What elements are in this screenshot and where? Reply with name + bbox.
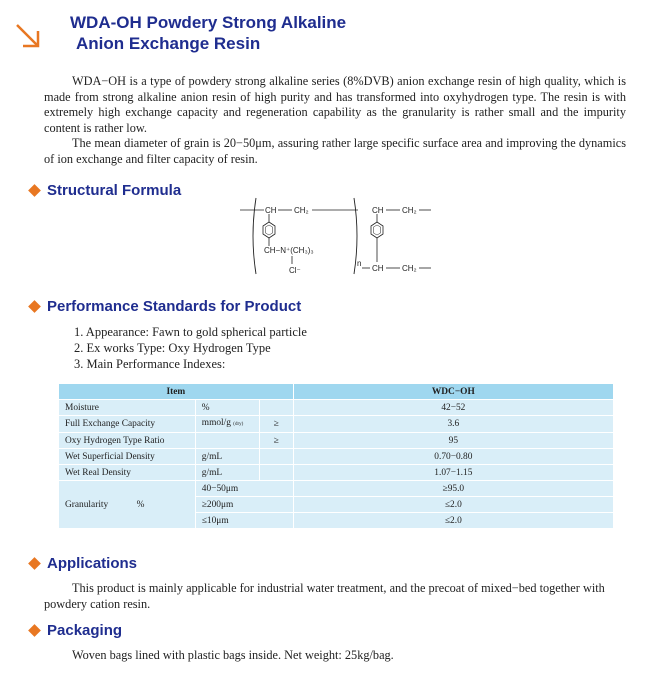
- header-value: WDC−OH: [293, 384, 613, 400]
- granularity-range: ≥200μm: [195, 497, 293, 513]
- performance-table: [58, 383, 614, 529]
- intro-paragraph-2: The mean diameter of grain is 20−50μm, assuring rather large specific surface area and improving the dynamics of ion exchange and filter capacity of resin.: [44, 136, 626, 166]
- section-packaging: [28, 620, 122, 640]
- table-row: [59, 449, 614, 465]
- intro-paragraph-1: WDA−OH is a type of powdery strong alkaline series (8%DVB) anion exchange resin of high quality, which is made from strong alkaline anion resin of high purity and has transformed into oxyhydrogen type. The resin is with extremely high exchange capacity and regeneration capability as the granularity is rather small and the impurity content is rather low.: [44, 74, 626, 135]
- list-item: 1. Appearance: Fawn to gold spherical particle: [74, 325, 307, 339]
- diamond-bullet-icon: [28, 557, 41, 570]
- diamond-bullet-icon: [28, 184, 41, 197]
- structural-formula-diagram: [236, 196, 436, 286]
- granularity-name: Granularity: [65, 499, 109, 510]
- row-name: Moisture: [59, 400, 196, 416]
- formula-ch2-c: CH₂: [402, 264, 417, 273]
- row-sign: [259, 449, 293, 465]
- row-unit: %: [195, 400, 259, 416]
- table-row: [59, 416, 614, 433]
- row-value: 0.70−0.80: [293, 449, 613, 465]
- list-item: 3. Main Performance Indexes:: [74, 357, 226, 371]
- granularity-value: ≥95.0: [293, 481, 613, 497]
- formula-chloride: Cl⁻: [289, 266, 301, 275]
- section-title: Applications: [47, 554, 138, 572]
- standards-list: [74, 324, 307, 372]
- section-title: Performance Standards for Product: [47, 297, 302, 315]
- row-sign: ≥: [259, 433, 293, 449]
- granularity-unit: %: [136, 499, 145, 510]
- formula-ch2-b: CH₂: [402, 206, 417, 215]
- row-unit-sub: (dry): [233, 422, 244, 427]
- row-unit: g/mL: [195, 449, 259, 465]
- row-unit-main: mmol/g: [201, 418, 231, 428]
- arrow-logo-icon: [14, 22, 42, 50]
- row-value: 42−52: [293, 400, 613, 416]
- row-value: 1.07−1.15: [293, 465, 613, 481]
- table-row: [59, 400, 614, 416]
- formula-ch-c: CH: [372, 264, 384, 273]
- table-row: [59, 465, 614, 481]
- row-value: 3.6: [293, 416, 613, 433]
- row-name: Full Exchange Capacity: [59, 416, 196, 433]
- header-item: Item: [59, 384, 294, 400]
- section-performance-standards: [28, 296, 301, 316]
- formula-ch-a: CH: [265, 206, 277, 215]
- packaging-paragraph: Woven bags lined with plastic bags inside. Net weight: 25kg/bag.: [72, 648, 394, 662]
- page-title: [70, 12, 346, 54]
- formula-ch-b: CH: [372, 206, 384, 215]
- granularity-label: [59, 481, 196, 529]
- granularity-value: ≤2.0: [293, 513, 613, 529]
- row-unit: g/mL: [195, 465, 259, 481]
- list-item: 2. Ex works Type: Oxy Hydrogen Type: [74, 341, 271, 355]
- row-name: Oxy Hydrogen Type Ratio: [59, 433, 196, 449]
- granularity-range: 40−50μm: [195, 481, 293, 497]
- title-line-1: WDA-OH Powdery Strong Alkaline: [70, 13, 347, 32]
- granularity-value: ≤2.0: [293, 497, 613, 513]
- table-row: [59, 433, 614, 449]
- row-sign: ≥: [259, 416, 293, 433]
- formula-amine: CH−N⁺(CH₃)₃: [264, 246, 314, 255]
- title-line-2: Anion Exchange Resin: [76, 34, 261, 53]
- section-applications: [28, 553, 137, 573]
- row-unit: [195, 416, 259, 433]
- formula-ch2-a: CH₂: [294, 206, 309, 215]
- row-sign: [259, 465, 293, 481]
- diamond-bullet-icon: [28, 300, 41, 313]
- formula-n: n: [357, 259, 362, 268]
- row-sign: [259, 400, 293, 416]
- section-title: Packaging: [47, 621, 123, 639]
- granularity-range: ≤10μm: [195, 513, 293, 529]
- row-unit: [195, 433, 259, 449]
- intro-text: [44, 74, 626, 168]
- row-value: 95: [293, 433, 613, 449]
- applications-paragraph: This product is mainly applicable for industrial water treatment, and the precoat of mixed−bed together with powdery cation resin.: [44, 581, 605, 611]
- applications-text: [44, 580, 626, 612]
- row-name: Wet Superficial Density: [59, 449, 196, 465]
- table-row: [59, 481, 614, 497]
- section-structural-formula: [28, 180, 181, 200]
- diamond-bullet-icon: [28, 624, 41, 637]
- row-name: Wet Real Density: [59, 465, 196, 481]
- table-header-row: [59, 384, 614, 400]
- packaging-text: [44, 647, 626, 663]
- section-title: Structural Formula: [47, 181, 182, 199]
